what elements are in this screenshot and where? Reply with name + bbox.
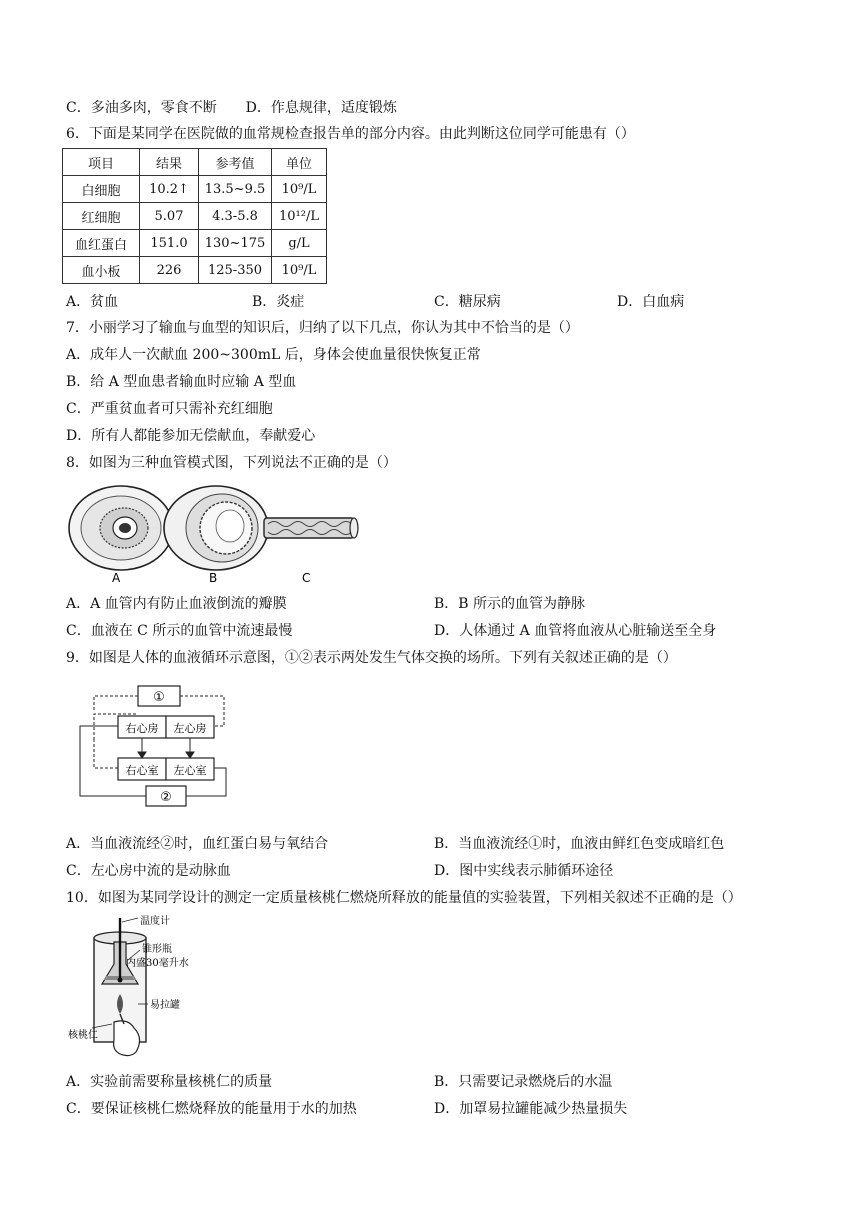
- q5-options-line: [66, 98, 397, 118]
- table-cell: 13.5~9.5: [199, 176, 272, 203]
- q8-stem: 8．如图为三种血管模式图，下列说法不正确的是（）: [66, 455, 397, 471]
- vessel-b-illustration: [164, 486, 268, 570]
- vessel-a-illustration: [69, 486, 173, 570]
- left-ventricle-label: 左心室: [173, 764, 207, 777]
- vessel-c-label: C: [302, 571, 311, 585]
- q5-option-d: D．作息规律，适度锻炼: [245, 100, 397, 116]
- q10-option-c: C．要保证核桃仁燃烧释放的能量用于水的加热: [66, 1101, 357, 1117]
- table-row: [63, 257, 327, 284]
- q9-stem: 9．如图是人体的血液循环示意图，①②表示两处发生气体交换的场所。下列有关叙述正确的是（）: [66, 650, 677, 666]
- vessel-a-label: A: [112, 571, 121, 585]
- q9-option-d: D．图中实线表示肺循环途径: [434, 863, 614, 879]
- blood-report-table: [62, 148, 327, 284]
- q10-stem: 10．如图为某同学设计的测定一定质量核桃仁燃烧所释放的能量值的实验装置，下列相关叙述不正确的是（）: [66, 890, 742, 906]
- table-cell: 血红蛋白: [63, 230, 140, 257]
- q7-stem: 7．小丽学习了输血与血型的知识后，归纳了以下几点，你认为其中不恰当的是（）: [66, 320, 579, 336]
- q8-option-b: B．B 所示的血管为静脉: [434, 596, 586, 612]
- table-cell: 226: [140, 257, 199, 284]
- q7-option-c: C．严重贫血者可只需补充红细胞: [66, 401, 273, 417]
- q8-option-c: C．血液在 C 所示的血管中流速最慢: [66, 623, 293, 639]
- right-ventricle-label: 右心室: [125, 764, 159, 777]
- flask-label: 锥形瓶: [142, 944, 172, 955]
- q7-option-a: A．成年人一次献血 200~300mL 后，身体会使血量很快恢复正常: [66, 347, 481, 363]
- table-cell: 红细胞: [63, 203, 140, 230]
- q9-option-a: A．当血液流经②时，血红蛋白易与氧结合: [66, 836, 329, 852]
- q7-option-d: D．所有人都能参加无偿献血，奉献爱心: [66, 428, 316, 444]
- table-header: 单位: [272, 149, 327, 176]
- water-label: 内盛30毫升水: [126, 958, 189, 969]
- q9-option-c: C．左心房中流的是动脉血: [66, 863, 231, 879]
- q10-option-d: D．加罩易拉罐能减少热量损失: [434, 1101, 628, 1117]
- q6-option-a: A．贫血: [66, 294, 119, 310]
- box-2-label: ②: [160, 790, 172, 805]
- table-cell: 10⁹/L: [272, 257, 327, 284]
- circulation-diagram: [74, 682, 242, 814]
- right-atrium-label: 右心房: [125, 722, 159, 735]
- box-1-label: ①: [153, 690, 165, 705]
- table-cell: 10⁹/L: [272, 176, 327, 203]
- table-cell: 5.07: [140, 203, 199, 230]
- q6-option-d: D．白血病: [617, 294, 685, 310]
- table-cell: 血小板: [63, 257, 140, 284]
- q9-option-b: B．当血液流经①时，血液由鲜红色变成暗红色: [434, 836, 725, 852]
- q8-option-a: A．A 血管内有防止血液倒流的瓣膜: [66, 596, 287, 612]
- q8-option-d: D．人体通过 A 血管将血液从心脏输送至全身: [434, 623, 717, 639]
- table-header: 项目: [63, 149, 140, 176]
- vessel-c-illustration: [264, 518, 358, 538]
- table-row: [63, 203, 327, 230]
- table-cell: g/L: [272, 230, 327, 257]
- blood-vessel-figure: [66, 480, 366, 588]
- calorimeter-figure: [68, 912, 208, 1062]
- q7-option-b: B．给 A 型血患者输血时应输 A 型血: [66, 374, 297, 390]
- table-cell: 10¹²/L: [272, 203, 327, 230]
- q10-option-b: B．只需要记录燃烧后的水温: [434, 1074, 613, 1090]
- table-header: 结果: [140, 149, 199, 176]
- table-cell: 白细胞: [63, 176, 140, 203]
- vessel-b-label: B: [209, 571, 218, 585]
- table-cell: 10.2↑: [140, 176, 199, 203]
- walnut-label: 核桃仁: [68, 1030, 98, 1041]
- q6-option-c: C．糖尿病: [434, 294, 501, 310]
- can-label: 易拉罐: [150, 1000, 180, 1011]
- q6-stem: 6．下面是某同学在医院做的血常规检查报告单的部分内容。由此判断这位同学可能患有（）: [66, 126, 635, 142]
- left-atrium-label: 左心房: [173, 722, 207, 735]
- table-cell: 4.3-5.8: [199, 203, 272, 230]
- table-cell: 130~175: [199, 230, 272, 257]
- table-row: [63, 176, 327, 203]
- thermometer-label: 温度计: [140, 916, 170, 927]
- table-header-row: [63, 149, 327, 176]
- q6-option-b: B．炎症: [252, 294, 305, 310]
- table-cell: 151.0: [140, 230, 199, 257]
- table-cell: 125-350: [199, 257, 272, 284]
- q10-option-a: A．实验前需要称量核桃仁的质量: [66, 1074, 273, 1090]
- q5-option-c: C．多油多肉，零食不断: [66, 100, 217, 116]
- table-header: 参考值: [199, 149, 272, 176]
- table-row: [63, 230, 327, 257]
